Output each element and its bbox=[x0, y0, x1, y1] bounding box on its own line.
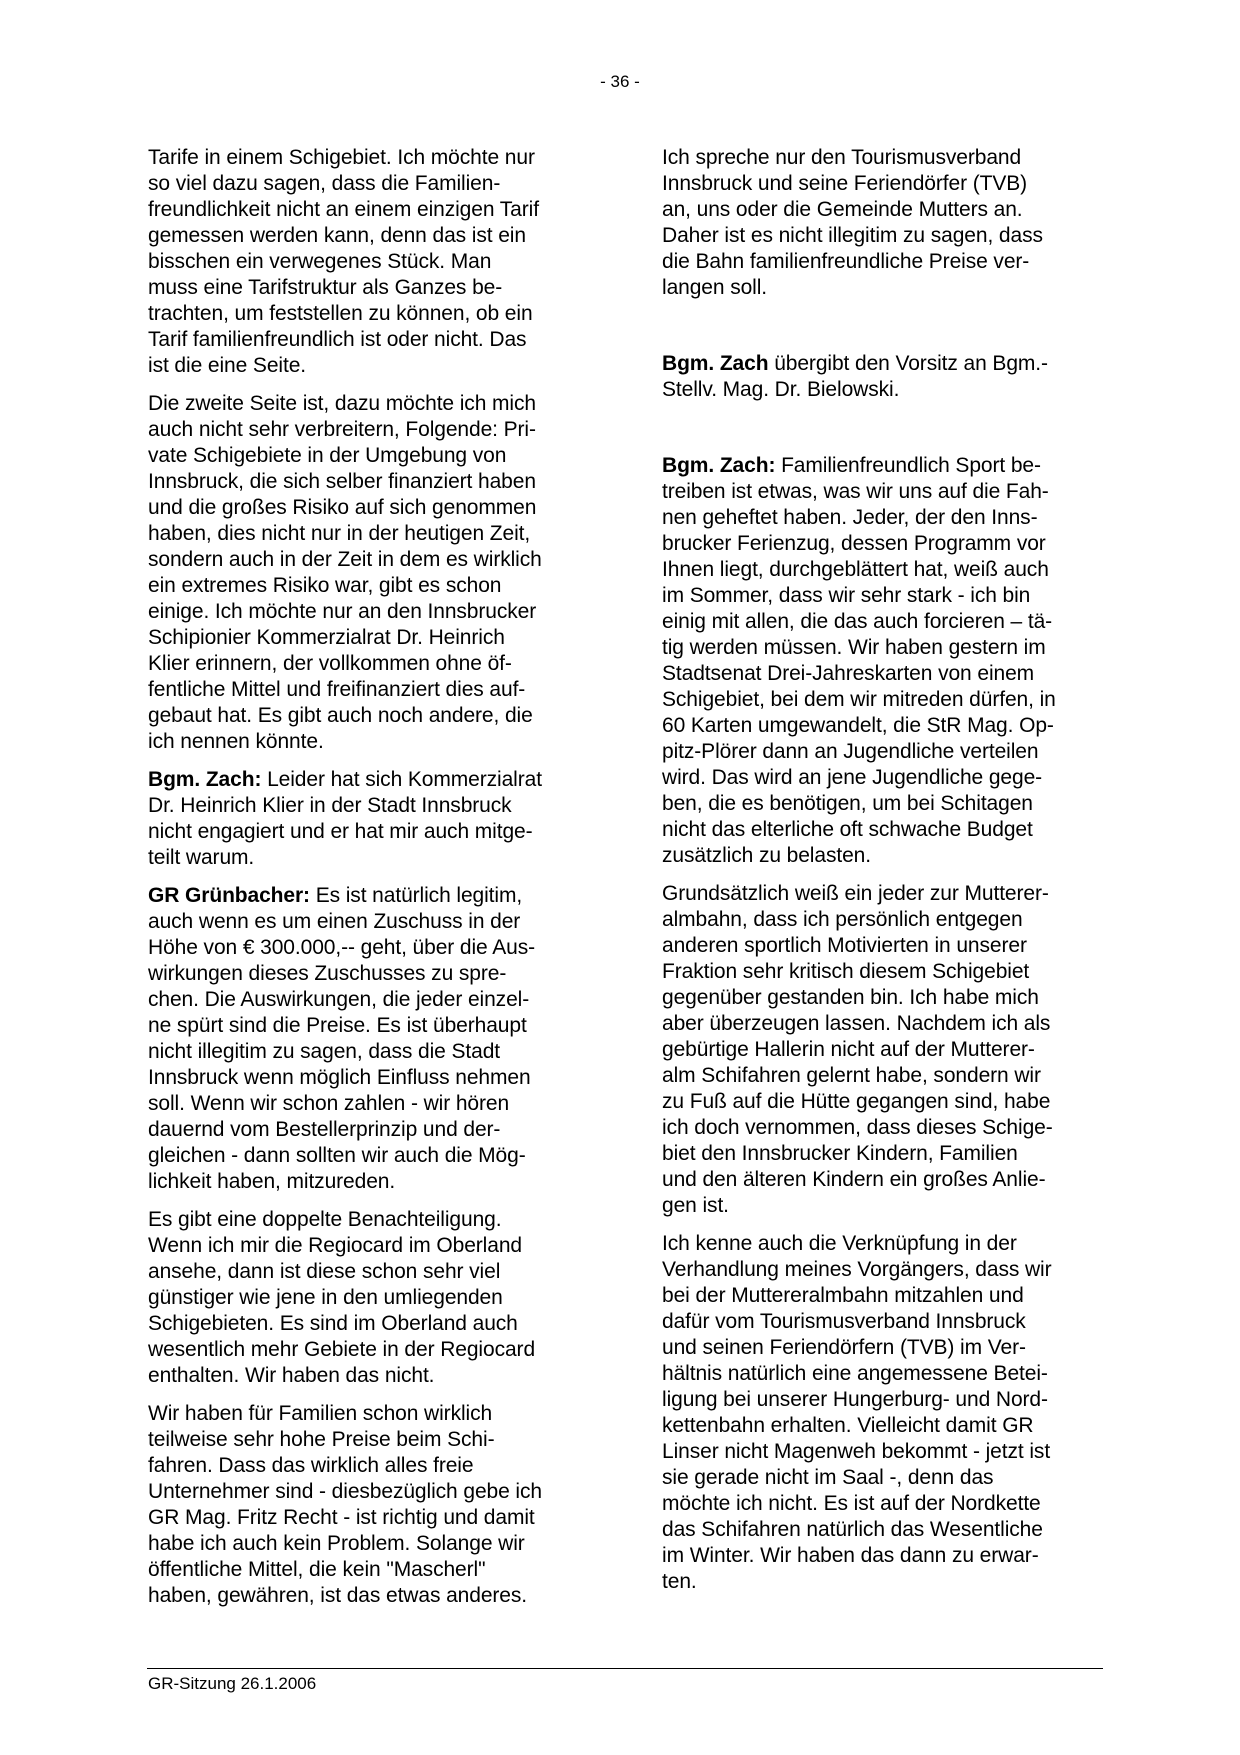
paragraph: Tarife in einem Schigebiet. Ich möchte nur so viel dazu sagen, dass die Familien- freundlichkeit nicht an einem einzigen Tarif gemessen werden kann, denn das ist ein bisschen ein verwegenes Stück. Man muss eine Tarifstruktur als Ganzes be- trachten, um feststellen zu können, ob ein Tarif familienfreundlich ist oder nicht. Das ist die eine Seite. bbox=[148, 146, 539, 377]
speech-paragraph bbox=[148, 767, 593, 871]
paragraph: Wir haben für Familien schon wirklich teilweise sehr hohe Preise beim Schi- fahren. Dass das wirklich alles freie Unternehmer sind - diesbezüglich gebe ich GR Mag. Fritz Recht - ist richtig und damit habe ich auch kein Problem. Solange wir öffentliche Mittel, die kein "Mascherl" haben, gewähren, ist das etwas anderes. bbox=[148, 1402, 542, 1607]
paragraph: Grundsätzlich weiß ein jeder zur Mutterer- almbahn, dass ich persönlich entgegen anderen sportlich Motivierten in unserer Fraktion sehr kritisch diesem Schigebiet gegenüber gestanden bin. Ich habe mich aber überzeugen lassen. Nachdem ich als gebürtige Hallerin nicht auf der Mutterer- alm Schifahren gelernt habe, sondern wir zu Fuß auf die Hütte gegangen sind, habe ich doch vernommen, dass dieses Schige- biet den Innsbrucker Kindern, Familien und den älteren Kindern ein großes Anlie- gen ist. bbox=[662, 882, 1053, 1217]
paragraph: Ich kenne auch die Verknüpfung in der Verhandlung meines Vorgängers, dass wir bei der Muttereralmbahn mitzahlen und dafür vom Tourismusverband Innsbruck und seinen Feriendörfern (TVB) im Ver- hältnis natürlich eine angemessene Betei- ligung bei unserer Hungerburg- und Nord- kettenbahn erhalten. Vielleicht damit GR Linser nicht Magenweh bekommt - jetzt ist sie gerade nicht im Saal -, denn das möchte ich nicht. Es ist auf der Nordkette das Schifahren natürlich das Wesentliche im Winter. Wir haben das dann zu erwar- ten. bbox=[662, 1232, 1052, 1593]
paragraph: Ich spreche nur den Tourismusverband Innsbruck und seine Feriendörfer (TVB) an, uns oder die Gemeinde Mutters an. Daher ist es nicht illegitim zu sagen, dass die Bahn familienfreundliche Preise ver- langen soll. bbox=[662, 146, 1043, 299]
speech-paragraph bbox=[662, 453, 1107, 869]
left-column bbox=[148, 145, 593, 1621]
page-number: - 36 - bbox=[600, 72, 640, 91]
speaker-name: Bgm. Zach: bbox=[148, 768, 262, 791]
speech-text: Familienfreundlich Sport be- treiben ist etwas, was wir uns auf die Fah- nen geheftet haben. Jeder, der den Inns- brucker Ferienzug, dessen Programm vor Ihnen liegt, durchgeblättert hat, weiß auch im Sommer, dass wir sehr stark - ich bin einig mit allen, die das auch forcieren – tä- tig werden müssen. Wir haben gestern im Stadtsenat Drei-Jahreskarten von einem Schigebiet, bei dem wir mitreden dürfen, in 60 Karten umgewandelt, die StR Mag. Op- pitz-Plörer dann an Jugendliche verteilen wird. Das wird an jene Jugendliche gege- ben, die es benötigen, um bei Schitagen nicht das elterliche oft schwache Budget zusätzlich zu belasten. bbox=[662, 454, 1056, 867]
speaker-name: Bgm. Zach bbox=[662, 352, 769, 375]
note-text: übergibt den Vorsitz an Bgm.- Stellv. Mag. Dr. Bielowski. bbox=[662, 352, 1048, 401]
footer-text: GR-Sitzung 26.1.2006 bbox=[148, 1674, 317, 1693]
speech-text: Leider hat sich Kommerzialrat Dr. Heinrich Klier in der Stadt Innsbruck nicht engagiert und er hat mir auch mitge- teilt warum. bbox=[148, 768, 542, 869]
procedural-note bbox=[662, 351, 1107, 403]
speaker-name: GR Grünbacher: bbox=[148, 884, 310, 907]
paragraph: Die zweite Seite ist, dazu möchte ich mich auch nicht sehr verbreitern, Folgende: Pri- vate Schigebiete in der Umgebung von Innsbruck, die sich selber finanziert haben und die großes Risiko auf sich genommen haben, dies nicht nur in der heutigen Zeit, sondern auch in der Zeit in dem es wirklich ein extremes Risiko war, gibt es schon einige. Ich möchte nur an den Innsbrucker Schipionier Kommerzialrat Dr. Heinrich Klier erinnern, der vollkommen ohne öf- fentliche Mittel und freifinanziert dies auf- gebaut hat. Es gibt auch noch andere, die ich nennen könnte. bbox=[148, 392, 542, 753]
right-column bbox=[662, 145, 1107, 1607]
footer-divider bbox=[147, 1668, 1103, 1669]
speech-text: Es ist natürlich legitim, auch wenn es um einen Zuschuss in der Höhe von € 300.000,-- geht, über die Aus- wirkungen dieses Zuschusses zu spre- chen. Die Auswirkungen, die jeder einzel- ne spürt sind die Preise. Es ist überhaupt nicht illegitim zu sagen, dass die Stadt Innsbruck wenn möglich Einfluss nehmen soll. Wenn wir schon zahlen - wir hören dauernd vom Bestellerprinzip und der- gleichen - dann sollten wir auch die Mög- lichkeit haben, mitzureden. bbox=[148, 884, 535, 1193]
speaker-name: Bgm. Zach: bbox=[662, 454, 776, 477]
speech-paragraph bbox=[148, 883, 593, 1195]
paragraph: Es gibt eine doppelte Benachteiligung. Wenn ich mir die Regiocard im Oberland ansehe, dann ist diese schon sehr viel günstiger wie jene in den umliegenden Schigebieten. Es sind im Oberland auch wesentlich mehr Gebiete in der Regiocard enthalten. Wir haben das nicht. bbox=[148, 1208, 536, 1387]
